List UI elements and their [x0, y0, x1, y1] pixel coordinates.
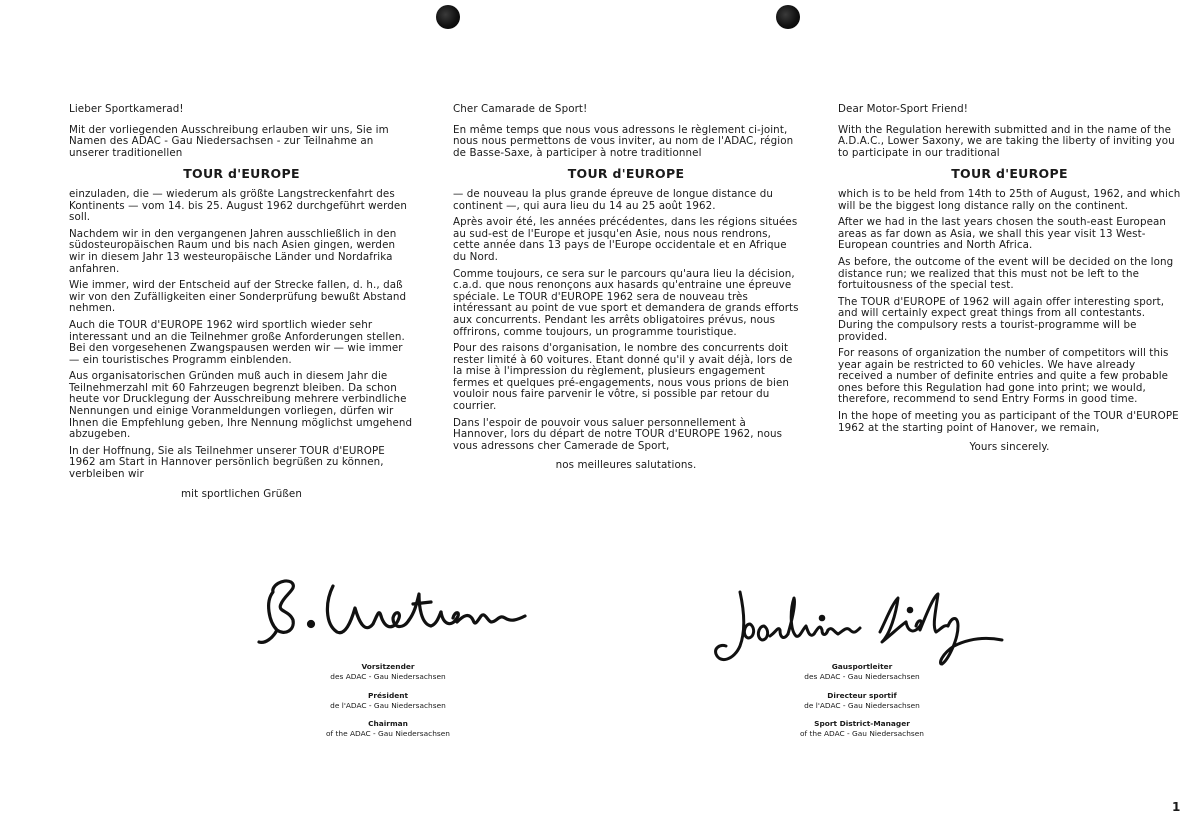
signatory-left-block — [258, 662, 518, 740]
event-title: TOUR d'EUROPE — [951, 166, 1068, 182]
body-paragraph: Après avoir été, les années précédentes, dans les régions situées au sud-est de l'Europe et jusqu'en Asie, nous nous rendrons, cette année dans 13 pays de l'Europe occidentale et en Afrique du Nord. — [453, 216, 798, 263]
role-fr: Président — [367, 690, 409, 700]
event-title: TOUR d'EUROPE — [183, 166, 300, 182]
body-paragraph: For reasons of organization the number of competitors will this year again be restricted to 60 vehicles. We have already received a number of definite entries and quite a few probable ones before this Regulation had gone into print; we would, therefore, recommend to send Entry Forms in good time. — [838, 347, 1169, 406]
signature-right — [710, 580, 1010, 675]
intro-paragraph: En même temps que nous vous adressons le règlement ci-joint, nous nous permettons de vous inviter, au nom de l'ADAC, région de Basse-Saxe, à participer à notre traditionnel — [453, 123, 794, 159]
body-paragraph: — de nouveau la plus grande épreuve de longue distance du continent —, qui aura lieu du 14 au 25 août 1962. — [453, 187, 773, 212]
german-column — [69, 104, 414, 505]
event-title: TOUR d'EUROPE — [567, 166, 685, 182]
punch-hole-right — [776, 5, 800, 29]
page-number: 1 — [1172, 800, 1181, 814]
body-paragraph: Aus organisatorischen Gründen muß auch in diesem Jahr die Teilnehmerzahl mit 60 Fahrzeugen begrenzt bleiben. Da schon heute vor Drucklegung der Ausschreibung mehrere verbindliche Nennungen und einige Voranmeldungen vorliegen, dürfen wir Ihnen die Empfehlung geben, Ihre Nennung möglichst umgehend abzugeben. — [69, 370, 413, 441]
closing-line: mit sportlichen Grüßen — [180, 487, 302, 500]
body-paragraph: einzuladen, die — wiederum als größte Langstreckenfahrt des Kontinents — vom 14. bis 25. August 1962 durchgeführt werden soll. — [69, 187, 407, 224]
body-paragraph: Comme toujours, ce sera sur le parcours qu'aura lieu la décision, c.a.d. que nous renonçons aux hasards qu'entraine une épreuve spéciale. Le TOUR d'EUROPE 1962 sera de nouveau très intéressant au point de vue sport et demandera de grands efforts aux concurrents. Pendant les arrêts obligatoires prévus, nous offrirons, comme toujours, un programme touristique. — [453, 267, 799, 338]
body-paragraph: In der Hoffnung, Sie als Teilnehmer unserer TOUR d'EUROPE 1962 am Start in Hannover persönlich begrüßen zu können, verbleiben wir — [69, 444, 385, 481]
role-en: Chairman — [368, 719, 408, 729]
body-paragraph: In the hope of meeting you as participant of the TOUR d'EUROPE 1962 at the starting point of Hanover, we remain, — [838, 410, 1179, 434]
signature-left — [255, 572, 545, 652]
closing-line: Yours sincerely. — [969, 441, 1050, 454]
role-de: Gausportleiter — [831, 662, 893, 671]
closing-line: nos meilleures salutations. — [555, 459, 697, 472]
salutation: Cher Camarade de Sport! — [453, 103, 588, 115]
body-paragraph: As before, the outcome of the event will be decided on the long distance run; we realized that this must not be left to the fortuitousness of the special test. — [838, 255, 1174, 292]
org-fr: de l'ADAC - Gau Niedersachsen — [330, 700, 446, 710]
org-de: des ADAC - Gau Niedersachsen — [804, 672, 920, 682]
body-paragraph: which is to be held from 14th to 25th of August, 1962, and which will be the biggest long distance rally on the continent. — [838, 187, 1181, 212]
body-paragraph: Pour des raisons d'organisation, le nombre des concurrents doit rester limité à 60 voitures. Etant donné qu'il y avait déjà, lors de la mise à l'impression du règlement, plusieurs engagement fermes et quelques pré-engagements, nous vous prions de bien vouloir nous faire parvenir le vôtre, si possible par retour du courrier. — [453, 342, 793, 413]
intro-paragraph: Mit der vorliegenden Ausschreibung erlauben wir uns, Sie im Namen des ADAC - Gau Niedersachsen - zur Teilnahme an unserer traditionellen — [69, 123, 389, 159]
role-de: Vorsitzender — [361, 662, 415, 671]
body-paragraph: Wie immer, wird der Entscheid auf der Strecke fallen, d. h., daß wir von den Zufälligkeiten einer Sonderprüfung bewußt Abstand nehmen. — [69, 279, 407, 315]
salutation: Dear Motor-Sport Friend! — [838, 103, 968, 115]
french-column — [453, 104, 799, 477]
punch-hole-left — [436, 5, 460, 29]
signatory-right-block — [732, 662, 992, 740]
org-en: of the ADAC - Gau Niedersachsen — [326, 729, 450, 739]
body-paragraph: The TOUR d'EUROPE of 1962 will again offer interesting sport, and will certainly expect great things from all contestants. During the compulsory rests a tourist-programme will be provided. — [838, 295, 1165, 343]
org-en: of the ADAC - Gau Niedersachsen — [800, 729, 924, 739]
org-fr: de l'ADAC - Gau Niedersachsen — [804, 700, 920, 710]
role-en: Sport District-Manager — [814, 719, 910, 729]
org-de: des ADAC - Gau Niedersachsen — [330, 672, 446, 682]
body-paragraph: After we had in the last years chosen the south-east European areas as far down as Asia, we shall this year visit 13 West-European countries and North Africa. — [838, 216, 1167, 252]
intro-paragraph: With the Regulation herewith submitted and in the name of the A.D.A.C., Lower Saxony, we are taking the liberty of inviting you to participate in our traditional — [838, 123, 1175, 159]
body-paragraph: Dans l'espoir de pouvoir vous saluer personnellement à Hannover, lors du départ de notre TOUR d'EUROPE 1962, nous vous adressons cher Camerade de Sport, — [453, 416, 783, 452]
role-fr: Directeur sportif — [827, 690, 897, 700]
body-paragraph: Auch die TOUR d'EUROPE 1962 wird sportlich wieder sehr interessant und an die Teilnehmer große Anforderungen stellen. Bei den vorgesehenen Zwangspausen werden wir — wie immer — ein touristisches Programm einblenden. — [69, 318, 405, 366]
english-column — [838, 104, 1181, 459]
body-paragraph: Nachdem wir in den vergangenen Jahren ausschließlich in den südosteuropäischen Raum und bis nach Asien gingen, werden wir in diesem Jahr 13 westeuropäische Länder und Nordafrika anfahren. — [69, 227, 397, 275]
salutation: Lieber Sportkamerad! — [69, 103, 184, 115]
